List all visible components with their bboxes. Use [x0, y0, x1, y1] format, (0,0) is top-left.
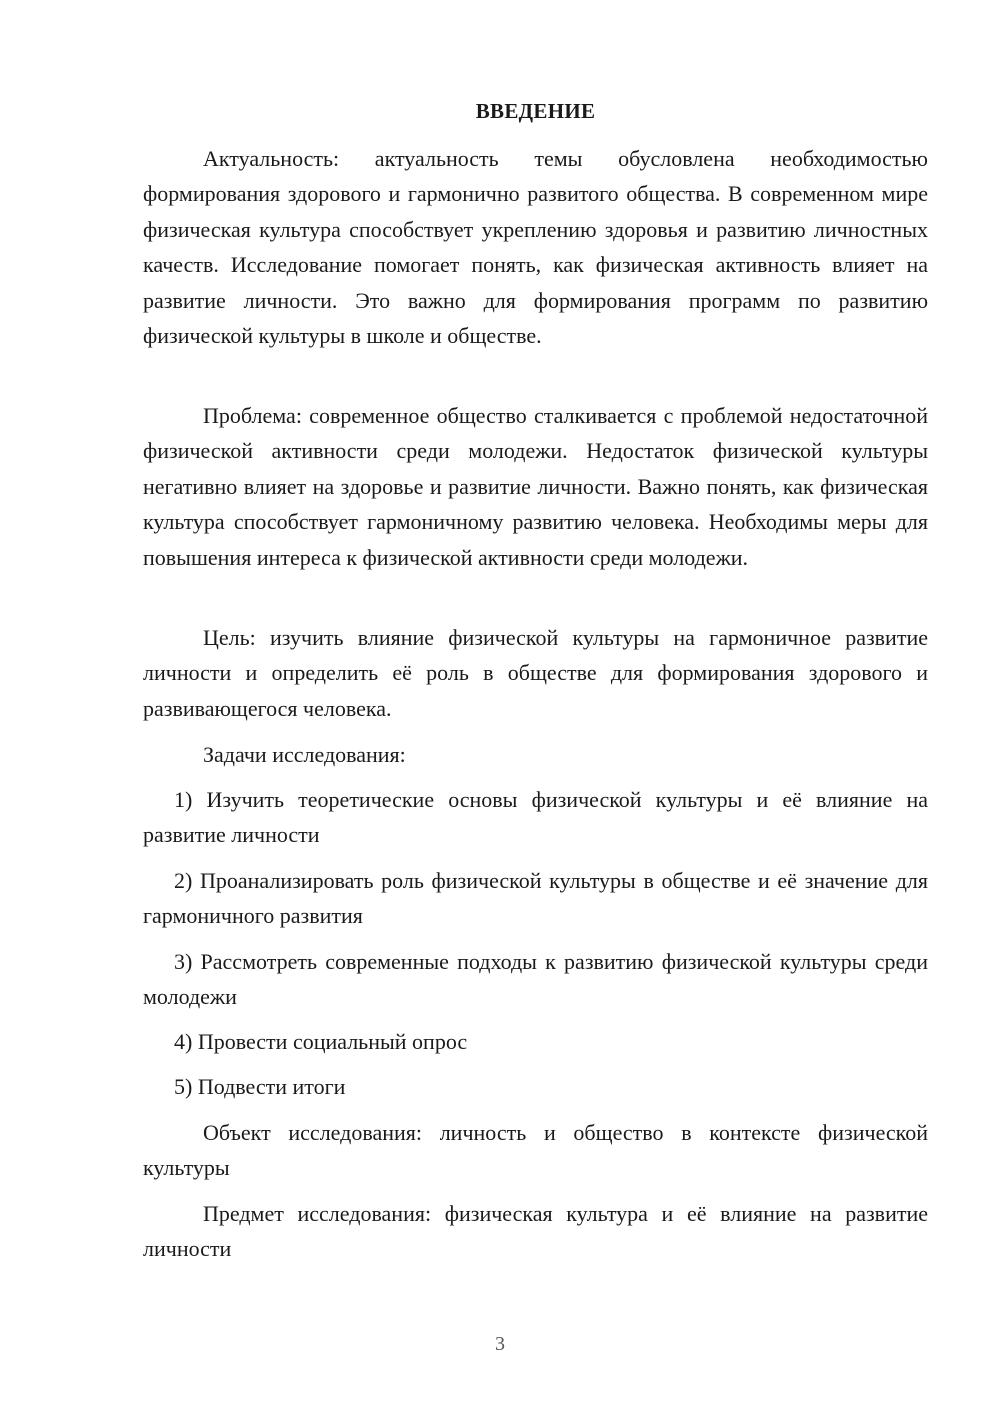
relevance-paragraph: Актуальность: актуальность темы обусловлена необходимостью формирования здорового и гармонично развитого общества. В современном мире физическая культура способствует укреплению здоровья и развитию личностных качеств. Исследование помогает понять, как физическая активность влияет на развитие личности. Это важно для формирования программ по развитию физической культуры в школе и обществе. — [143, 146, 928, 349]
page-number: 3 — [495, 1333, 505, 1355]
task-item: 2) Проанализировать роль физической культуры в обществе и её значение для гармоничного развития — [143, 868, 928, 929]
tasks-heading: Задачи исследования: — [203, 742, 406, 767]
subject-paragraph: Предмет исследования: физическая культура и её влияние на развитие личности — [143, 1201, 928, 1262]
section-title: ВВЕДЕНИЕ — [475, 99, 596, 123]
object-paragraph: Объект исследования: личность и общество в контексте физической культуры — [143, 1120, 928, 1181]
task-item: 5) Подвести итоги — [174, 1074, 346, 1099]
task-item: 4) Провести социальный опрос — [174, 1029, 468, 1054]
task-item: 1) Изучить теоретические основы физической культуры и её влияние на развитие личности — [143, 787, 928, 848]
problem-paragraph: Проблема: современное общество сталкивается с проблемой недостаточной физической активности среди молодежи. Недостаток физической культуры негативно влияет на здоровье и развитие личности. Важно понять, как физическая культура способствует гармоничному развитию человека. Необходимы меры для повышения интереса к физической активности среди молодежи. — [143, 403, 928, 570]
task-item: 3) Рассмотреть современные подходы к развитию физической культуры среди молодежи — [143, 949, 928, 1010]
goal-paragraph: Цель: изучить влияние физической культуры на гармоничное развитие личности и определить её роль в обществе для формирования здорового и развивающегося человека. — [143, 625, 928, 721]
